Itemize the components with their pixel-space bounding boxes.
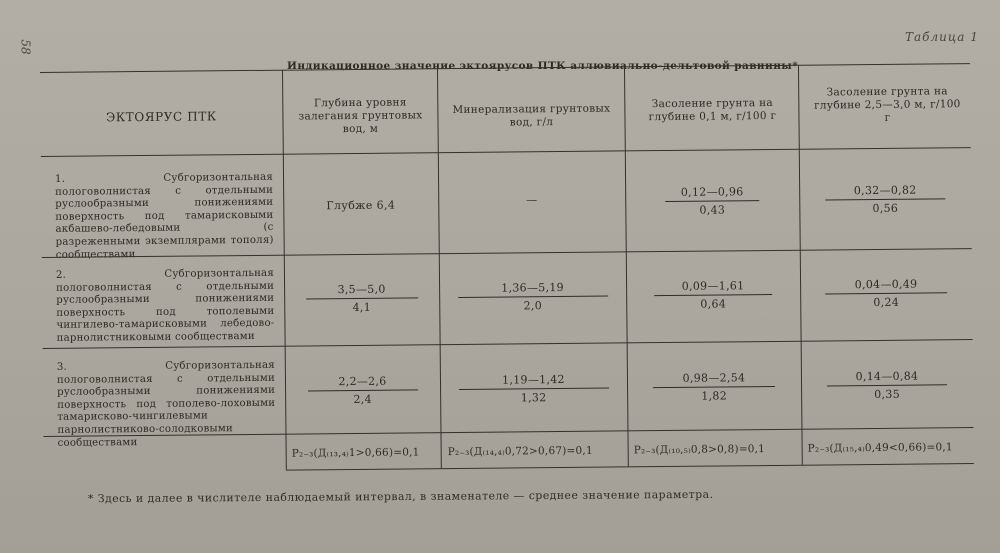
fraction-mean: 0,64 — [700, 297, 727, 311]
row-1-depth: Глубже 6,4 — [326, 198, 396, 213]
fraction-mean: 2,0 — [523, 299, 543, 313]
row-1-salinity-surface — [625, 185, 799, 218]
fraction-range: 0,09—1,61 — [681, 279, 745, 293]
row-3-salinity-deep — [801, 369, 973, 402]
page-number: 58 — [18, 39, 33, 55]
footnote: * Здесь и далее в числителе наблюдаемый интервал, в знаменателе — среднее значение параметра. — [87, 487, 714, 506]
header-salinity-deep: Засоление грунта на глубине 2,5—3,0 м, г/100 г — [814, 85, 961, 124]
fraction-mean: 0,56 — [872, 201, 899, 216]
fraction-range: 0,04—0,49 — [854, 277, 918, 292]
row-3-depth — [285, 374, 440, 406]
fraction-range: 0,98—2,54 — [682, 371, 746, 385]
fraction-range: 0,12—0,96 — [680, 185, 744, 199]
row-3-salinity-surface — [627, 371, 801, 404]
fraction-range: 1,36—5,19 — [501, 280, 564, 295]
fraction-range: 1,19—1,42 — [502, 372, 565, 387]
table-caption: Индикационное значение эктоярусов ПТК аллювиально-дельтовой равнины* — [287, 60, 799, 72]
fraction-range: 0,14—0,84 — [855, 369, 919, 384]
probability-salinity-surface: P₂₋₃(Д₍₁₀,₅₎0,8>0,8)=0,1 — [633, 443, 766, 457]
table-label: Таблица 1 — [905, 30, 979, 44]
col-rule-2 — [437, 68, 442, 468]
fraction-range: 2,2—2,6 — [338, 374, 387, 389]
fraction-mean: 0,43 — [699, 203, 726, 217]
col-rule-1 — [282, 70, 287, 470]
header-groundwater-depth: Глубина уровня залегания грунтовых вод, м — [298, 96, 423, 136]
fraction-mean: 4,1 — [352, 300, 372, 315]
fraction-mean: 1,82 — [701, 389, 728, 403]
row-2-salinity-deep — [800, 277, 972, 310]
row-1-label: 1. Субгоризонтальная пологоволнистая с отдельными руслообразными понижениями поверхность под тамарисковыми акбашево-лебедовыми (с разреженными экземплярами тополя) сообществами — [54, 171, 274, 261]
row-1-mineralization: — — [525, 193, 538, 207]
probability-depth: P₂₋₃(Д₍₁₃,₄₎1>0,66)=0,1 — [291, 446, 420, 460]
header-ectotier: ЭКТОЯРУС ПТК — [106, 109, 217, 125]
rule-header-bottom — [41, 147, 971, 157]
fraction-mean: 1,32 — [520, 391, 547, 405]
row-2-mineralization — [439, 280, 626, 313]
fraction-mean: 0,35 — [874, 387, 901, 402]
row-3-label: 3. Субгоризонтальная пологоволнистая с отдельными руслообразными понижениями поверхность под тополево-лоховыми тамарисково-чингилевыми парнолистниково-солодковыми сообществами — [56, 359, 276, 449]
row-2-label: 2. Субгоризонтальная пологоволнистая с отдельными руслообразными понижениями поверхность под тополевыми чингилево-тамарисковыми лебедово-парнолистниковыми сообществами — [55, 267, 275, 344]
data-table — [40, 63, 974, 482]
row-2-depth — [284, 282, 439, 314]
row-2-salinity-surface — [626, 279, 800, 312]
row-3-mineralization — [440, 372, 627, 405]
col-rule-4 — [798, 65, 803, 465]
col-rule-3 — [624, 66, 629, 466]
fraction-range: 3,5—5,0 — [337, 282, 386, 297]
probability-mineralization: P₂₋₃(Д₍₁₄,₄₎0,72>0,67)=0,1 — [447, 444, 593, 459]
fraction-mean: 0,24 — [873, 295, 900, 310]
header-salinity-surface: Засоление грунта на глубине 0,1 м, г/100 г — [648, 96, 777, 124]
fraction-range: 0,32—0,82 — [853, 183, 917, 198]
probability-salinity-deep: P₂₋₃(Д₍₁₅,₄₎0,49<0,66)=0,1 — [807, 441, 953, 455]
row-1-salinity-deep — [799, 183, 971, 216]
rule-bottom — [286, 463, 974, 471]
fraction-mean: 2,4 — [353, 392, 372, 407]
header-mineralization: Минерализация грунтовых вод, г/л — [452, 102, 611, 129]
